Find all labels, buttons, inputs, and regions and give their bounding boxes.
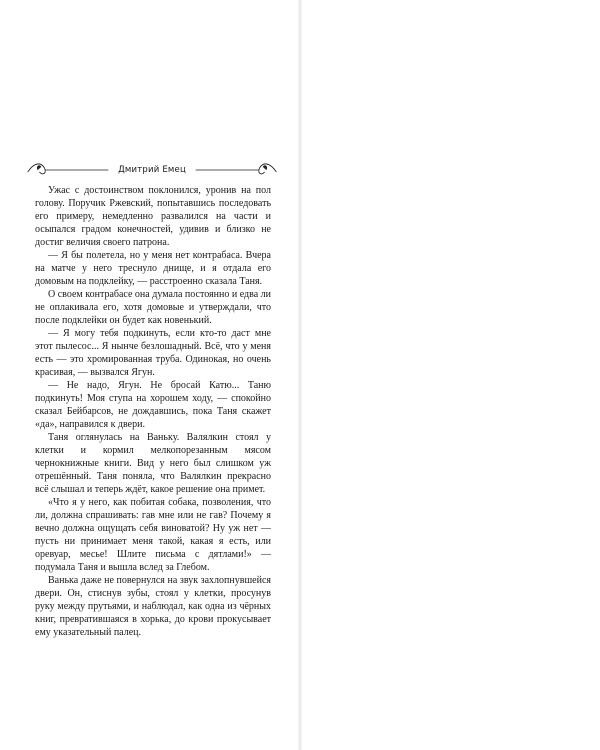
paragraph: Ужас с достоинством поклонился, уронив на пол голову. Поручик Ржевский, попытавшись последовать его примеру, немедленно развалился на части и осыпался градом конечностей, удивив и близко не достиг величия своего патрона. <box>35 185 271 248</box>
running-header-author: Дмитрий Емец <box>118 165 186 175</box>
paragraph: «Что я у него, как побитая собака, позволения, что ли, должна спрашивать: гав мне или не гав? Почему я вечно должна ощущать себя виноватой? Ну уж нет — пусть ни принимает меня такой, какая я есть, или оревуар, месье! Шлите письма с дятлами!» — подумала Таня и вышла вслед за Глебом. <box>35 497 271 573</box>
paragraph: — Не надо, Ягун. Не бросай Катю... Таню подкинуть! Моя ступа на хорошем ходу, — спокойно сказал Бейбарсов, не дождавшись, пока Таня скажет «да», направился к двери. <box>35 380 271 430</box>
right-page <box>300 0 600 750</box>
paragraph: — Я бы полетела, но у меня нет контрабаса. Вчера на матче у него треснуло днище, и я отдала его домовым на подклейку, — расстроенно сказала Таня. <box>35 250 271 287</box>
paragraph: О своем контрабасе она думала постоянно и едва ли не оплакивала его, хотя домовые и утверждали, что после подклейки он будет как новенький. <box>35 289 271 326</box>
paragraph: Таня оглянулась на Ваньку. Валялкин стоял у клетки и кормил мелкопорезанным мясом чернокнижные книги. Вид у него был слишком уж отрешённый. Таня поняла, что Валялкин прекрасно всё слышал и теперь ждёт, какое решение она примет. <box>35 432 271 495</box>
left-body-text <box>35 184 271 639</box>
flourish-left-icon <box>26 158 110 182</box>
flourish-right-icon <box>194 158 278 182</box>
running-header <box>26 158 278 182</box>
paragraph: — Я могу тебя подкинуть, если кто-то даст мне этот пылесос... Я нынче безлошадный. Всё, что у меня есть — это хромированная труба. Одинокая, но очень красивая, — вызвался Ягун. <box>35 328 271 378</box>
paragraph: Ванька даже не повернулся на звук захлопнувшейся двери. Он, стиснув зубы, стоял у клетки, просунув руку между прутьями, и наблюдал, как одна из чёрных книг, превратившаяся в хорька, до крови прокусывает ему указательный палец. <box>35 575 271 638</box>
